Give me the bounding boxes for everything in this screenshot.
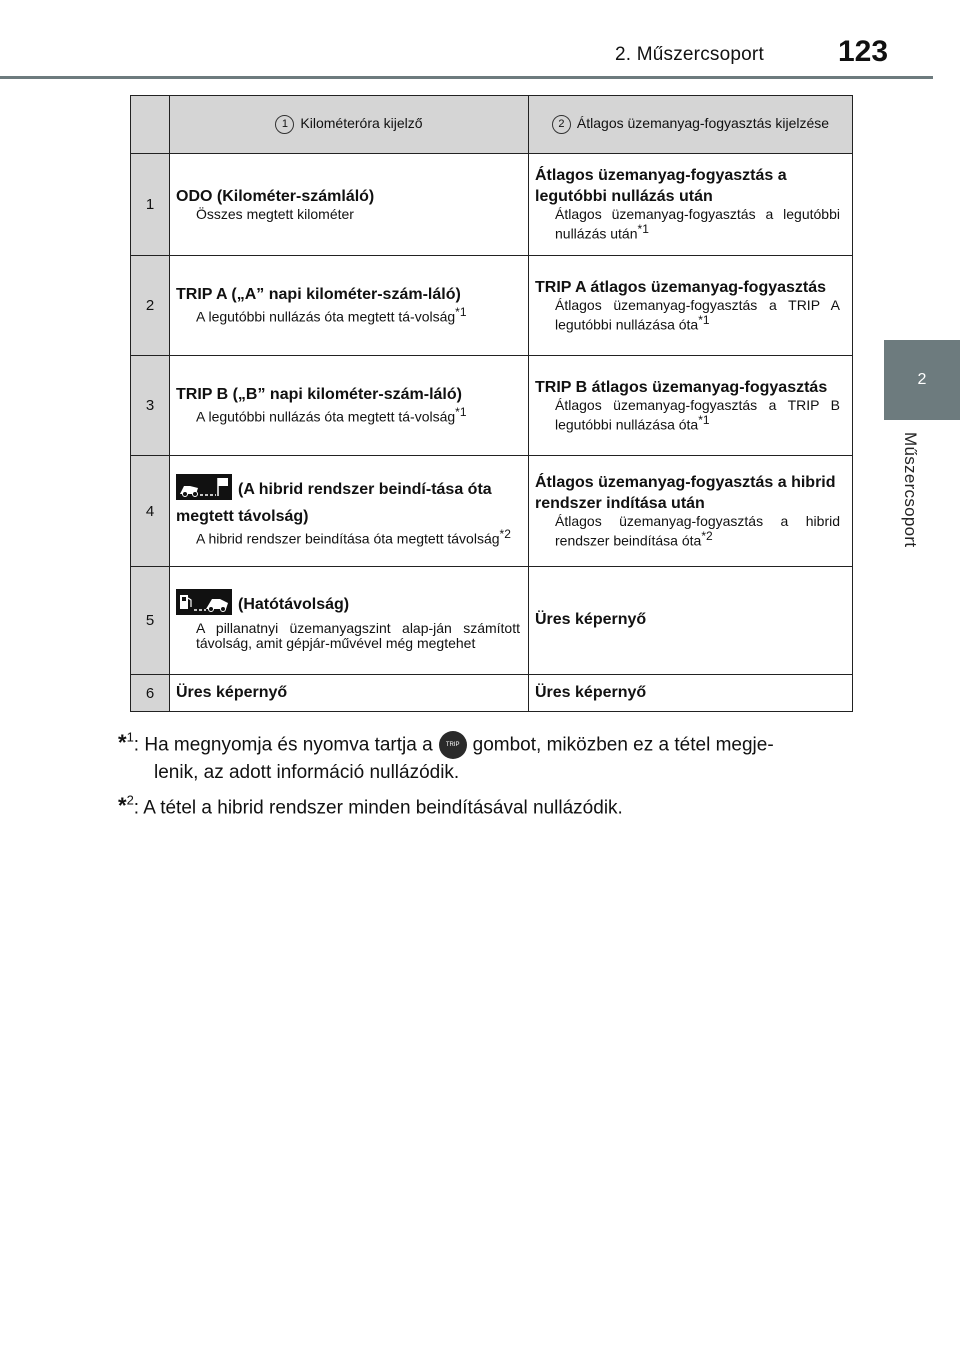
row-number: 1 xyxy=(131,154,170,256)
cell-title: Üres képernyő xyxy=(535,611,647,628)
header-odometer xyxy=(170,96,529,154)
footnote-text: gombot, miközben ez a tétel megje- xyxy=(472,734,774,756)
table-row xyxy=(131,675,853,712)
row-number: 2 xyxy=(131,256,170,356)
cell-description: Átlagos üzemanyag-fogyasztás a TRIP B legutóbbi nullázása óta$^{*1}$ xyxy=(555,396,840,433)
table-row xyxy=(131,456,853,567)
table-header-row xyxy=(131,96,853,154)
odometer-cell xyxy=(170,154,529,256)
fuel-cell xyxy=(529,567,853,675)
cell-title: TRIP B („B” napi kilométer-szám-láló) xyxy=(176,386,462,404)
cell-title: (A hibrid rendszer beindí-tása óta megtett távolság) xyxy=(176,474,520,527)
fuel-cell xyxy=(529,154,853,256)
circle-number: 2 xyxy=(552,115,571,134)
cell-description: Átlagos üzemanyag-fogyasztás a hibrid rendszer beindítása óta$^{*2}$ xyxy=(555,512,840,549)
footnote-marker: *$^1$ xyxy=(118,730,134,756)
cell-description: A legutóbbi nullázás óta megtett tá-volság$^{*1}$ xyxy=(196,305,467,325)
odometer-cell xyxy=(170,567,529,675)
row-number: 6 xyxy=(131,675,170,712)
cell-title: Átlagos üzemanyag-fogyasztás a legutóbbi nullázás után xyxy=(535,167,787,206)
odometer-cell xyxy=(170,356,529,456)
fuel-cell xyxy=(529,675,853,712)
cell-description: A legutóbbi nullázás óta megtett tá-volság$^{*1}$ xyxy=(196,405,467,425)
cell-title: TRIP A átlagos üzemanyag-fogyasztás xyxy=(535,278,827,296)
trip-distance-icon xyxy=(176,474,232,506)
cell-description: Összes megtett kilométer xyxy=(196,205,354,222)
page-number: 123 xyxy=(838,35,889,68)
cell-description: A pillanatnyi üzemanyagszint alap-ján számított távolság, amit gépjár-művével még megtehet xyxy=(196,619,520,651)
range-icon xyxy=(176,589,232,621)
cell-title: TRIP B átlagos üzemanyag-fogyasztás xyxy=(535,378,828,396)
table-row xyxy=(131,256,853,356)
header-fuel xyxy=(529,96,853,154)
cell-title: Átlagos üzemanyag-fogyasztás a hibrid rendszer indítása után xyxy=(535,473,836,512)
fuel-cell xyxy=(529,456,853,567)
fuel-cell xyxy=(529,356,853,456)
table-row xyxy=(131,356,853,456)
chapter-label: Műszercsoport xyxy=(901,432,920,548)
header-label: Kilométeróra kijelző xyxy=(300,115,423,132)
cell-description: A hibrid rendszer beindítása óta megtett távolság$^{*2}$ xyxy=(196,526,511,547)
display-table xyxy=(130,95,853,712)
cell-title: ODO (Kilométer-számláló) xyxy=(176,187,375,205)
chapter-tab: 2 xyxy=(884,340,960,420)
cell-description: Átlagos üzemanyag-fogyasztás a legutóbbi nullázás után$^{*1}$ xyxy=(555,206,840,242)
cell-title: Üres képernyő xyxy=(535,683,647,701)
odometer-cell xyxy=(170,456,529,567)
odometer-cell xyxy=(170,256,529,356)
cell-description: Átlagos üzemanyag-fogyasztás a TRIP A legutóbbi nullázása óta$^{*1}$ xyxy=(555,296,840,333)
table-row xyxy=(131,567,853,675)
odometer-cell xyxy=(170,675,529,712)
row-number: 4 xyxy=(131,456,170,567)
cell-title: (Hatótávolság) xyxy=(176,589,520,621)
footnote-marker: *$^2$ xyxy=(118,793,134,819)
row-number: 3 xyxy=(131,356,170,456)
row-number: 5 xyxy=(131,567,170,675)
footnote-text: lenik, az adott információ nullázódik. xyxy=(154,762,460,784)
circle-number: 1 xyxy=(275,115,294,134)
header-empty-cell xyxy=(131,96,170,154)
header-rule xyxy=(0,76,933,79)
trip-button-icon: TRIP xyxy=(439,731,467,759)
table-row xyxy=(131,154,853,256)
header-label: Átlagos üzemanyag-fogyasztás kijelzése xyxy=(576,115,830,132)
section-title: 2. Műszercsoport xyxy=(615,44,764,65)
cell-title: Üres képernyő xyxy=(176,683,288,701)
footnote-2 xyxy=(118,787,623,821)
footnote-1 xyxy=(118,724,858,786)
footnote-text: : Ha megnyomja és nyomva tartja a xyxy=(133,734,433,756)
cell-title: TRIP A („A” napi kilométer-szám-láló) xyxy=(176,286,461,304)
footnote-text: : A tétel a hibrid rendszer minden beindításával nullázódik. xyxy=(133,797,623,819)
fuel-cell xyxy=(529,256,853,356)
